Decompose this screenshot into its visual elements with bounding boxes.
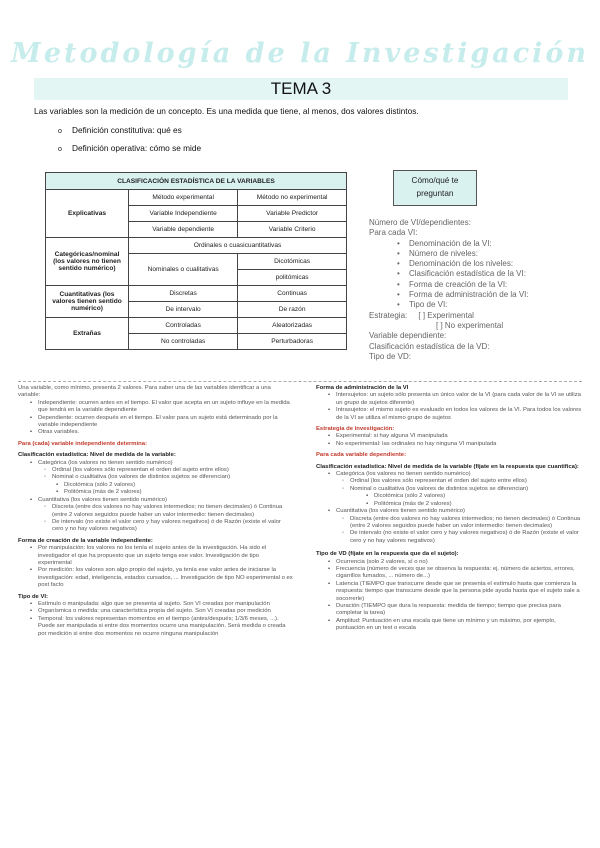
list-item: • Denominación de la VI: xyxy=(369,239,584,249)
right-notes-column xyxy=(316,385,586,633)
list-item: • Amplitud: Puntuación en una escala que tiene un mínimo y un máximo, por ejemplo, puntuación en un test o escala xyxy=(316,618,586,633)
list-item: Variable dependiente: xyxy=(369,331,447,341)
list-item: ◦ Discreta (entre dos valores no hay valores intermedios; no tienen decimales) ó Continua (entre 2 valores seguidos puede haber un valor intermedio: tienen decimales) xyxy=(18,504,293,519)
tema-banner: TEMA 3 xyxy=(34,78,568,100)
list-item: • Denominación de los niveles: xyxy=(369,259,584,269)
list-item: ◦ Nominal o cualitativa (los valores de distintos sujetos se diferencian) xyxy=(316,486,586,493)
list-item: • Número de niveles: xyxy=(369,249,584,259)
list-item: Para cada VI: xyxy=(369,228,418,238)
list-item: • Categórica (los valores no tienen sentido numérico) xyxy=(18,460,293,467)
definition-item xyxy=(58,143,201,153)
table-cell: Método no experimental xyxy=(238,190,347,206)
table-cell: Método experimental xyxy=(129,190,238,206)
list-item: • Otras variables. xyxy=(18,429,293,436)
list-item: • Latencia (TIEMPO que transcurre desde que se presenta el estímulo hasta que comienza la respuesta: tiempo que transcurre desde que la persona pide ayuda hasta que el sujeto sale a socorrerle) xyxy=(316,581,586,603)
list-item: • Por manipulación: los valores no los tenía el sujeto antes de la investigación. Ha sido el investigador el que ha propuesto que un sujeto tenga ese valor. Investigación de tipo experimental xyxy=(18,545,293,567)
checkbox-option: [ ] No experimental xyxy=(436,320,504,330)
classification-table xyxy=(45,172,347,350)
list-item: • Clasificación estadística de la VI: xyxy=(369,269,584,279)
list-item: ◦ Nominal o cualitativa (los valores de distintos sujetos se diferencian) xyxy=(18,474,293,481)
vi-checklist xyxy=(369,218,584,362)
list-item: • Cuantitativa (los valores tienen sentido numérico) xyxy=(18,497,293,504)
table-cell: politómicas xyxy=(238,270,347,286)
list-item: • Duración (TIEMPO que dura la respuesta: medida de tiempo; tiempo que precisa para completar la tarea) xyxy=(316,603,586,618)
table-cell: Discretas xyxy=(129,286,238,302)
red-heading: Estrategia de investigación: xyxy=(316,426,395,433)
list-item: • Dependiente: ocurren después en el tiempo. El valor para un sujeto está determinado por la variable independiente xyxy=(18,415,293,430)
table-cell: Nominales o cualitativas xyxy=(129,254,238,286)
list-item: • Ocurrencia (solo 2 valores, sí o no) xyxy=(316,559,586,566)
section-heading: Clasificación estadística: Nivel de medida de la variable: xyxy=(18,452,176,459)
table-cell: Perturbadoras xyxy=(238,334,347,350)
section-divider xyxy=(18,381,582,382)
table-cell: Aleatorizadas xyxy=(238,318,347,334)
table-cell: De intervalo xyxy=(129,302,238,318)
row-header-explicativas: Explicativas xyxy=(46,190,129,238)
list-item: • Por medición: los valores son algo propio del sujeto, ya tenía ese valor antes de iniciarse la investigación: edad, inteligencia, estados cursados, ... Investigación de tipo NO experimental o ex post facto xyxy=(18,567,293,589)
list-item: • Temporal: los valores representan momentos en el tiempo (antes/después; 1/3/6 meses, ...). Puede ser manipulada si entre dos momentos ocurre una manipulación. Será medida o creada por medición si entre dos momentos no ocurre ninguna manipulación xyxy=(18,616,293,638)
list-item: ◦ Ordinal (los valores sólo representan el orden del sujeto entre ellos) xyxy=(18,467,293,474)
table-cell: Dicotómicas xyxy=(238,254,347,270)
question-box xyxy=(393,170,477,206)
list-item: Clasificación estadística de la VD: xyxy=(369,341,490,351)
list-item: ▪ Politómica (más de 2 valores) xyxy=(316,501,586,508)
list-item xyxy=(369,311,584,321)
section-heading: Tipo de VD (fíjate en la respuesta que da el sujeto): xyxy=(316,551,459,558)
section-heading: Tipo de VI: xyxy=(18,593,48,600)
definition-text: Definición constitutiva: qué es xyxy=(72,125,182,135)
table-cell: Ordinales o cuasicuantitativas xyxy=(129,238,347,254)
definition-item xyxy=(58,125,182,135)
page-title: Metodología de la Investigación xyxy=(10,38,590,69)
list-item: • Intersujetos: un sujeto sólo presenta un único valor de la VI (para cada valor de la VI se utiliza un grupo de sujetos diferente) xyxy=(316,392,586,407)
table-cell: Controladas xyxy=(129,318,238,334)
row-header-cuantitativas: Cuantitativas (los valores tienen sentido numérico) xyxy=(46,286,129,318)
list-item: • Frecuencia (número de veces que se observa la respuesta: ej. número de aciertos, errores, cigarrillos fumados, ... número de...) xyxy=(316,566,586,581)
table-cell: Variable Criterio xyxy=(238,222,347,238)
circle-bullet-icon: o xyxy=(58,128,62,135)
checkbox-option: [ ] Experimental xyxy=(418,310,474,320)
red-heading: Para (cada) variable independiente determina: xyxy=(18,440,147,447)
table-cell: Continuas xyxy=(238,286,347,302)
list-item: ◦ De intervalo (no existe el valor cero y hay valores negativos) ó de Razón (existe el valor cero y no hay valores negativos) xyxy=(18,519,293,534)
left-notes-column xyxy=(18,385,293,638)
table-cell: Variable Predictor xyxy=(238,206,347,222)
list-item: • Tipo de VI: xyxy=(369,300,584,310)
section-heading: Forma de administración de la VI xyxy=(316,385,409,391)
list-item: ▪ Dicotómica (sólo 2 valores) xyxy=(316,493,586,500)
list-item: ▪ Politómica (más de 2 valores) xyxy=(18,489,293,496)
intro-paragraph: Las variables son la medición de un concepto. Es una medida que tiene, al menos, dos valores distintos. xyxy=(34,106,419,116)
list-item: • Forma de administración de la VI: xyxy=(369,290,584,300)
list-item: ◦ Ordinal (los valores sólo representan el orden del sujeto entre ellos) xyxy=(316,478,586,485)
table-title: CLASIFICACIÓN ESTADÍSTICA DE LA VARIABLES xyxy=(46,173,347,190)
circle-bullet-icon: o xyxy=(58,146,62,153)
table-cell: Variable Independiente xyxy=(129,206,238,222)
list-item: ◦ De intervalo (no existe el valor cero y hay valores negativos) ó de Razón (existe el valor cero y no hay valores negativos) xyxy=(316,530,586,545)
row-header-categoricas: Categóricas/nominal (los valores no tienen sentido numérico) xyxy=(46,238,129,286)
list-item: ◦ Discreta (entre dos valores no hay valores intermedios; no tienen decimales) ó Continua (entre 2 valores seguidos puede haber un valor intermedio: tienen decimales) xyxy=(316,516,586,531)
list-item: • Intrasujetos: el mismo sujeto es evaluado en todos los valores de la VI. Para todos los valores de la VI se utiliza el mismo grupo de sujetos xyxy=(316,407,586,422)
table-cell: De razón xyxy=(238,302,347,318)
section-heading: Forma de creación de la variable independiente: xyxy=(18,537,153,544)
list-item: • Cuantitativa (los valores tienen sentido numérico) xyxy=(316,508,586,515)
box-line: Cómo/qué te xyxy=(411,176,459,185)
table-cell: Variable dependiente xyxy=(129,222,238,238)
list-item: • Experimental: si hay alguna VI manipulada xyxy=(316,433,586,440)
list-item: • Independiente: ocurren antes en el tiempo. El valor que acepta en un sujeto influye en la medida que tendrá en la variable dependiente xyxy=(18,400,293,415)
list-item: • Estímulo o manipulada: algo que se presenta al sujeto. Son VI creadas por manipulación xyxy=(18,601,293,608)
box-line: preguntan xyxy=(416,189,454,198)
list-item: Número de VI/dependientes: xyxy=(369,218,471,227)
list-label: Estrategia: xyxy=(369,310,408,320)
list-item: • Forma de creación de la VI: xyxy=(369,280,584,290)
list-item: • Organísmica o medida: una característica propia del sujeto. Son VI creadas por medición xyxy=(18,608,293,615)
list-item: ▪ Dicotómica (sólo 2 valores) xyxy=(18,482,293,489)
table-cell: No controladas xyxy=(129,334,238,350)
paragraph: Una variable, como mínimo, presenta 2 valores. Para saber una de las variables identificar a una variable: xyxy=(18,385,271,399)
list-item: Tipo de VD: xyxy=(369,351,411,361)
definition-text: Definición operativa: cómo se mide xyxy=(72,143,202,153)
red-heading: Para cada variable dependiente: xyxy=(316,452,407,459)
list-item: • No experimental: las ordinales no hay ninguna VI manipulada xyxy=(316,441,586,448)
list-item: • Categórica (los valores no tienen sentido numérico) xyxy=(316,471,586,478)
section-heading: Clasificación estadística: Nivel de medida de la variable (fíjate en la respuesta que cuantifica): xyxy=(316,463,579,470)
row-header-extranas: Extrañas xyxy=(46,318,129,350)
